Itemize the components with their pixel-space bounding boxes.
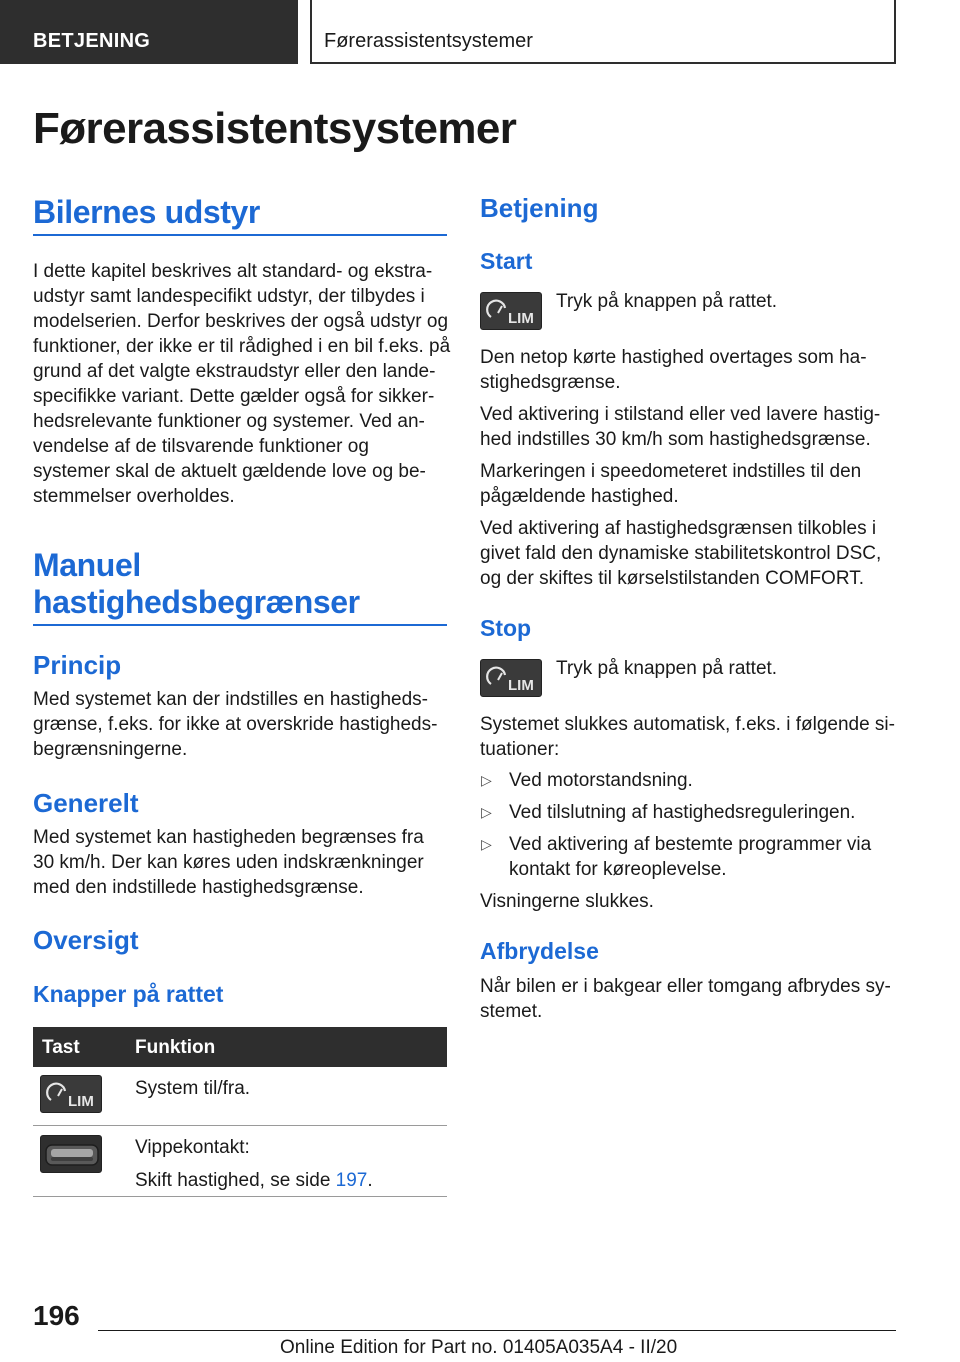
text-line: stighedsgrænse. [480,372,621,393]
lim-button-icon [480,659,542,697]
footer-edition: Online Edition for Part no. 01405A035A4 - II/20 [280,1337,678,1358]
text-line: Med systemet kan hastigheden begrænses fra [33,827,424,848]
text-line: Systemet slukkes automatisk, f.eks. i følgende si- [480,714,895,735]
table-row2-funktion [135,1135,373,1193]
heading-start: Start [480,248,533,274]
text-line: grund af det valgte ekstraudstyr eller den lande- [33,361,436,382]
text-line: stemet. [480,1001,543,1022]
page-link-197[interactable]: 197 [335,1170,368,1191]
table-header [33,1027,447,1067]
page-number: 196 [33,1300,80,1331]
lim-label: LIM [508,310,534,327]
table-row-divider [33,1125,447,1126]
text-line: og der skiftes til kørselstilstanden COMFORT. [480,568,864,589]
bullet-triangle-icon: ▷ [481,772,492,788]
header-chapter-tab [310,0,896,64]
bullet-item [509,768,693,793]
bullet-item [509,800,855,825]
start-paragraph-4 [480,516,900,591]
text-line: Ved tilslutning af hastighedsreguleringen. [509,802,856,823]
text-line: vendelse af de tilsvarende funktioner og [33,436,369,457]
text-line: udstyr samt landespecifikt udstyr, der tilbydes i [33,286,425,307]
header-section-label: BETJENING [33,30,151,52]
footer-rule [98,1330,896,1331]
text-line: kontakt for køreoplevelse. [509,859,727,880]
lim-label: LIM [68,1093,94,1110]
heading-princip: Princip [33,650,122,680]
header-section-tab [0,0,298,64]
lim-label: LIM [508,677,534,694]
text-line: specifikke variant. Dette gælder også for sikker- [33,386,435,407]
stop-button-text: Tryk på knappen på rattet. [556,658,778,679]
text-line: givet fald den dynamiske stabilitetskontrol DSC, [480,543,882,564]
start-paragraph-2 [480,402,900,452]
text-line: Ved aktivering af hastighedsgrænsen tilkobles i [480,518,877,539]
text-line: systemer skal de aktuelt gældende love og be- [33,461,426,482]
text-line: begrænsningerne. [33,739,188,760]
text-line: grænse, f.eks. for ikke at overskride hastigheds- [33,714,438,735]
afbrydelse-paragraph [480,974,900,1024]
stop-paragraph-1 [480,712,900,762]
heading-oversigt: Oversigt [33,925,139,955]
text-line: Når bilen er i bakgear eller tomgang afbrydes sy- [480,976,891,997]
text-line: Ved motorstandsning. [509,770,693,791]
text-line: Markeringen i speedometeret indstilles til den [480,461,862,482]
heading-stop: Stop [480,615,532,641]
text-line: I dette kapitel beskrives alt standard- og ekstra- [33,261,433,282]
text-line: funktioner, der ikke er til rådighed i en bil f.eks. på [33,336,451,357]
text-line: hed indstilles 30 km/h som hastighedsgrænse. [480,429,871,450]
start-paragraph-3 [480,459,900,509]
table-row-divider [33,1196,447,1197]
text-line: modelserien. Derfor beskrives der også udstyr og [33,311,449,332]
table-col-tast: Tast [42,1037,80,1058]
text-line: 30 km/h. Der kan køres uden indskrænkninger [33,852,424,873]
bilernes-paragraph [33,259,453,509]
start-paragraph-1 [480,345,900,395]
princip-paragraph [33,687,453,762]
start-button-text: Tryk på knappen på rattet. [556,291,778,312]
heading-line: hastighedsbegrænser [33,584,360,620]
text-line: hedsrelevante funktioner og systemer. Ved an- [33,411,425,432]
header-chapter-label: Førerassistentsystemer [324,30,533,52]
generelt-paragraph [33,825,453,900]
text-line: Vippekontakt: [135,1137,250,1158]
heading-line: Manuel [33,547,141,583]
heading-knapper-paa-rattet: Knapper på rattet [33,981,224,1007]
text-line: Den netop kørte hastighed overtages som ha- [480,347,867,368]
text-span: Skift hastighed, se side [135,1170,336,1191]
text-line: Med systemet kan der indstilles en hastigheds- [33,689,428,710]
text-line: med den indstillede hastighedsgrænse. [33,877,364,898]
table-row1-funktion: System til/fra. [135,1078,251,1099]
stop-paragraph-2: Visningerne slukkes. [480,891,654,912]
heading-rule [33,624,447,626]
heading-bilernes-udstyr: Bilernes udstyr [33,194,260,230]
rocker-switch-icon [40,1135,102,1173]
lim-button-icon [40,1075,102,1113]
text-line [135,1168,373,1193]
heading-generelt: Generelt [33,788,139,818]
page-title: Førerassistentsystemer [33,104,517,153]
table-col-funktion: Funktion [135,1037,216,1058]
text-line: Ved aktivering i stilstand eller ved lavere hastig- [480,404,881,425]
text-span: . [367,1170,373,1191]
lim-button-icon [480,292,542,330]
bullet-triangle-icon: ▷ [481,804,492,820]
heading-afbrydelse: Afbrydelse [480,938,599,964]
text-line: stemmelser overholdes. [33,486,235,507]
text-line: pågældende hastighed. [480,486,679,507]
text-line: tuationer: [480,739,560,760]
text-line: Ved aktivering af bestemte programmer via [509,834,872,855]
heading-rule [33,234,447,236]
bullet-triangle-icon: ▷ [481,836,492,852]
bullet-item [509,832,899,882]
heading-manuel-hastighedsbegraenser [33,547,360,621]
heading-betjening: Betjening [480,193,599,223]
